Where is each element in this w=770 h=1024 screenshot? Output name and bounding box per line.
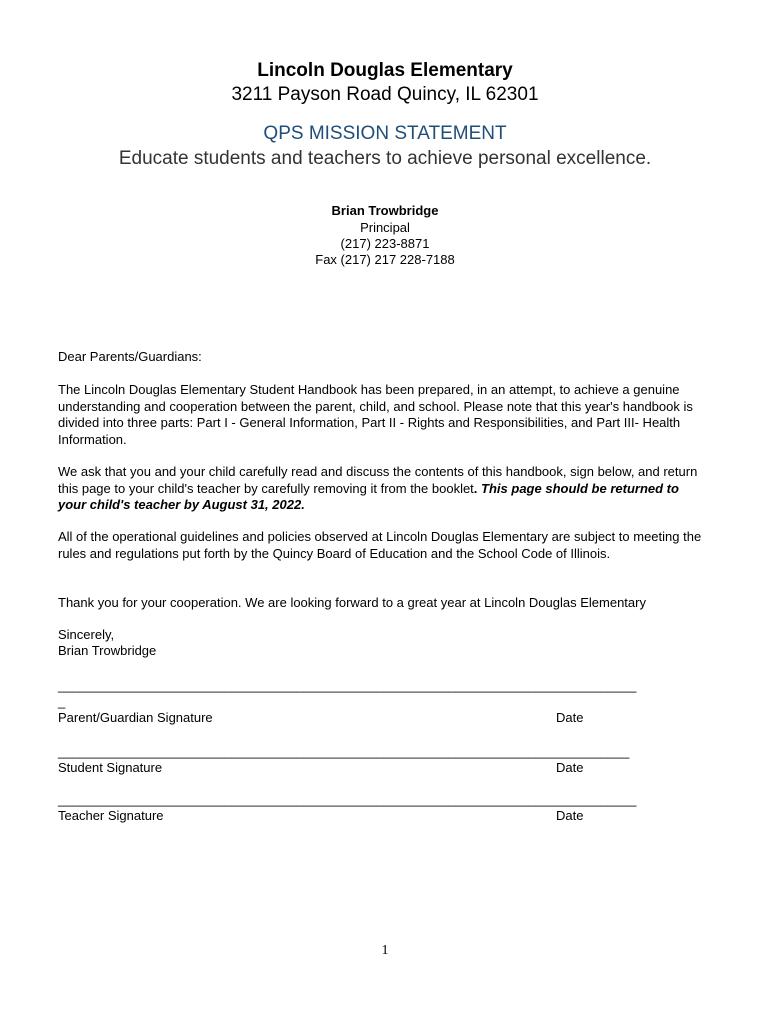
letter-paragraph-3: All of the operational guidelines and policies observed at Lincoln Douglas Elementary are subject to meeting the rules and regulations put forth by the Quincy Board of Education and the School Code of Illinois. [58,529,702,561]
teacher-date-label: Date [556,808,584,823]
parent-signature-line-overflow: _ [58,694,66,709]
paragraph-2-text: We ask that you and your child carefully read and discuss the contents of this handbook, sign below, and return this page to your child's teacher by carefully removing it from the booklet [58,464,698,496]
principal-title: Principal [360,220,410,235]
parent-date-label: Date [556,710,584,725]
school-name: Lincoln Douglas Elementary [257,60,513,81]
school-address: 3211 Payson Road Quincy, IL 62301 [231,84,539,105]
principal-name: Brian Trowbridge [331,203,439,218]
letter-closing: Sincerely, [58,627,115,642]
letter-greeting: Dear Parents/Guardians: [58,349,202,364]
teacher-signature-line[interactable]: ________________________________________________________________________________ [58,792,637,807]
teacher-signature-label: Teacher Signature [58,808,164,823]
parent-signature-line[interactable]: ________________________________________________________________________________ [58,678,637,693]
return-deadline-emphasis: This page should be returned to your child's teacher by August 31, 2022. [58,480,679,512]
page-number: 1 [381,943,389,958]
parent-signature-label: Parent/Guardian Signature [58,710,213,725]
student-signature-line[interactable]: _______________________________________________________________________________ [58,744,630,759]
letter-paragraph-4: Thank you for your cooperation. We are looking forward to a great year at Lincoln Douglas Elementary [58,595,646,610]
principal-fax: Fax (217) 217 228-7188 [315,252,455,267]
student-signature-label: Student Signature [58,760,163,775]
letter-paragraph-2 [58,464,708,514]
student-date-label: Date [556,760,584,775]
mission-heading: QPS MISSION STATEMENT [263,123,507,144]
principal-phone: (217) 223-8871 [340,236,430,251]
letter-paragraph-1: The Lincoln Douglas Elementary Student Handbook has been prepared, in an attempt, to achieve a genuine understanding and cooperation between the parent, child, and school. Please note that this year's handbook is divided into three parts: Part I - General Information, Part II - Rights and Responsibilities, and Part III- Health Information. [58,382,693,447]
mission-statement: Educate students and teachers to achieve personal excellence. [118,148,652,169]
letter-signer: Brian Trowbridge [58,643,157,658]
paragraph-2-period: . [473,480,478,496]
